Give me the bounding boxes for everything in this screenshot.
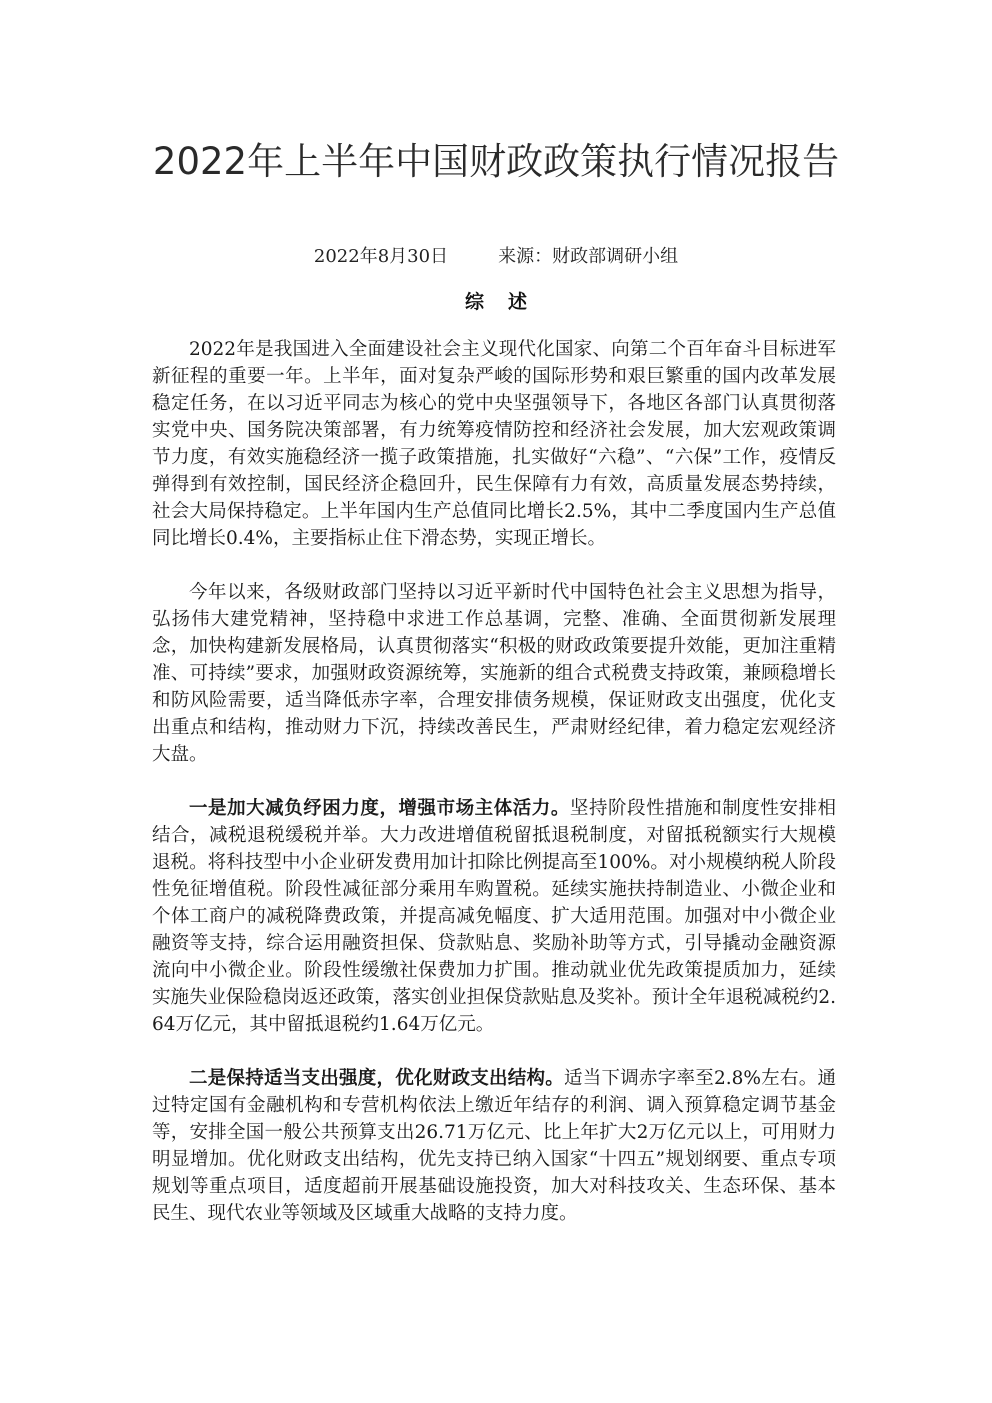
page-title: 2022年上半年中国财政政策执行情况报告 [152, 140, 840, 183]
paragraph-2 [152, 579, 836, 768]
paragraph-1 [152, 336, 836, 552]
paragraph-text: 今年以来，各级财政部门坚持以习近平新时代中国特色社会主义思想为指导，弘扬伟大建党精神，坚持稳中求进工作总基调，完整、准确、全面贯彻新发展理念，加快构建新发展格局，认真贯彻落实“积极的财政政策要提升效能，更加注重精准、可持续”要求，加强财政资源统筹，实施新的组合式税费支持政策，兼顾稳增长和防风险需要，适当降低赤字率，合理安排债务规模，保证财政支出强度，优化支出重点和结构，推动财力下沉，持续改善民生，严肃财经纪律，着力稳定宏观经济大盘。 [152, 582, 836, 765]
document-meta [0, 242, 992, 272]
paragraph-lead: 二是保持适当支出强度，优化财政支出结构。 [189, 1068, 564, 1089]
paragraph-text: 2022年是我国进入全面建设社会主义现代化国家、向第二个百年奋斗目标进军新征程的重要一年。上半年，面对复杂严峻的国际形势和艰巨繁重的国内改革发展稳定任务，在以习近平同志为核心的党中央坚强领导下，各地区各部门认真贯彻落实党中央、国务院决策部署，有力统筹疫情防控和经济社会发展，加大宏观政策调节力度，有效实施稳经济一揽子政策措施，扎实做好“六稳”、“六保”工作，疫情反弹得到有效控制，国民经济企稳回升，民生保障有力有效，高质量发展态势持续，社会大局保持稳定。上半年国内生产总值同比增长2.5%，其中二季度国内生产总值同比增长0.4%，主要指标止住下滑态势，实现正增长。 [152, 339, 836, 549]
paragraph-lead: 一是加大减负纾困力度，增强市场主体活力。 [189, 798, 570, 819]
document-source: 来源：财政部调研小组 [498, 246, 679, 267]
publish-date: 2022年8月30日 [313, 246, 449, 267]
section-heading: 综述 [464, 291, 551, 313]
document-body [152, 336, 836, 1254]
paragraph-3 [152, 795, 836, 1038]
paragraph-4 [152, 1065, 836, 1227]
paragraph-text: 坚持阶段性措施和制度性安排相结合，减税退税缓税并举。大力改进增值税留抵退税制度，对留抵税额实行大规模退税。将科技型中小企业研发费用加计扣除比例提高至100%。对小规模纳税人阶段性免征增值税。阶段性减征部分乘用车购置税。延续实施扶持制造业、小微企业和个体工商户的减税降费政策，并提高减免幅度、扩大适用范围。加强对中小微企业融资等支持，综合运用融资担保、贷款贴息、奖励补助等方式，引导撬动金融资源流向中小微企业。阶段性缓缴社保费加力扩围。推动就业优先政策提质加力，延续实施失业保险稳岗返还政策，落实创业担保贷款贴息及奖补。预计全年退税减税约2.64万亿元，其中留抵退税约1.64万亿元。 [152, 798, 836, 1035]
paragraph-text: 适当下调赤字率至2.8%左右。通过特定国有金融机构和专营机构依法上缴近年结存的利润、调入预算稳定调节基金等，安排全国一般公共预算支出26.71万亿元、比上年扩大2万亿元以上，可用财力明显增加。优化财政支出结构，优先支持已纳入国家“十四五”规划纲要、重点专项规划等重点项目，适度超前开展基础设施投资，加大对科技攻关、生态环保、基本民生、现代农业等领域及区域重大战略的支持力度。 [152, 1068, 836, 1224]
